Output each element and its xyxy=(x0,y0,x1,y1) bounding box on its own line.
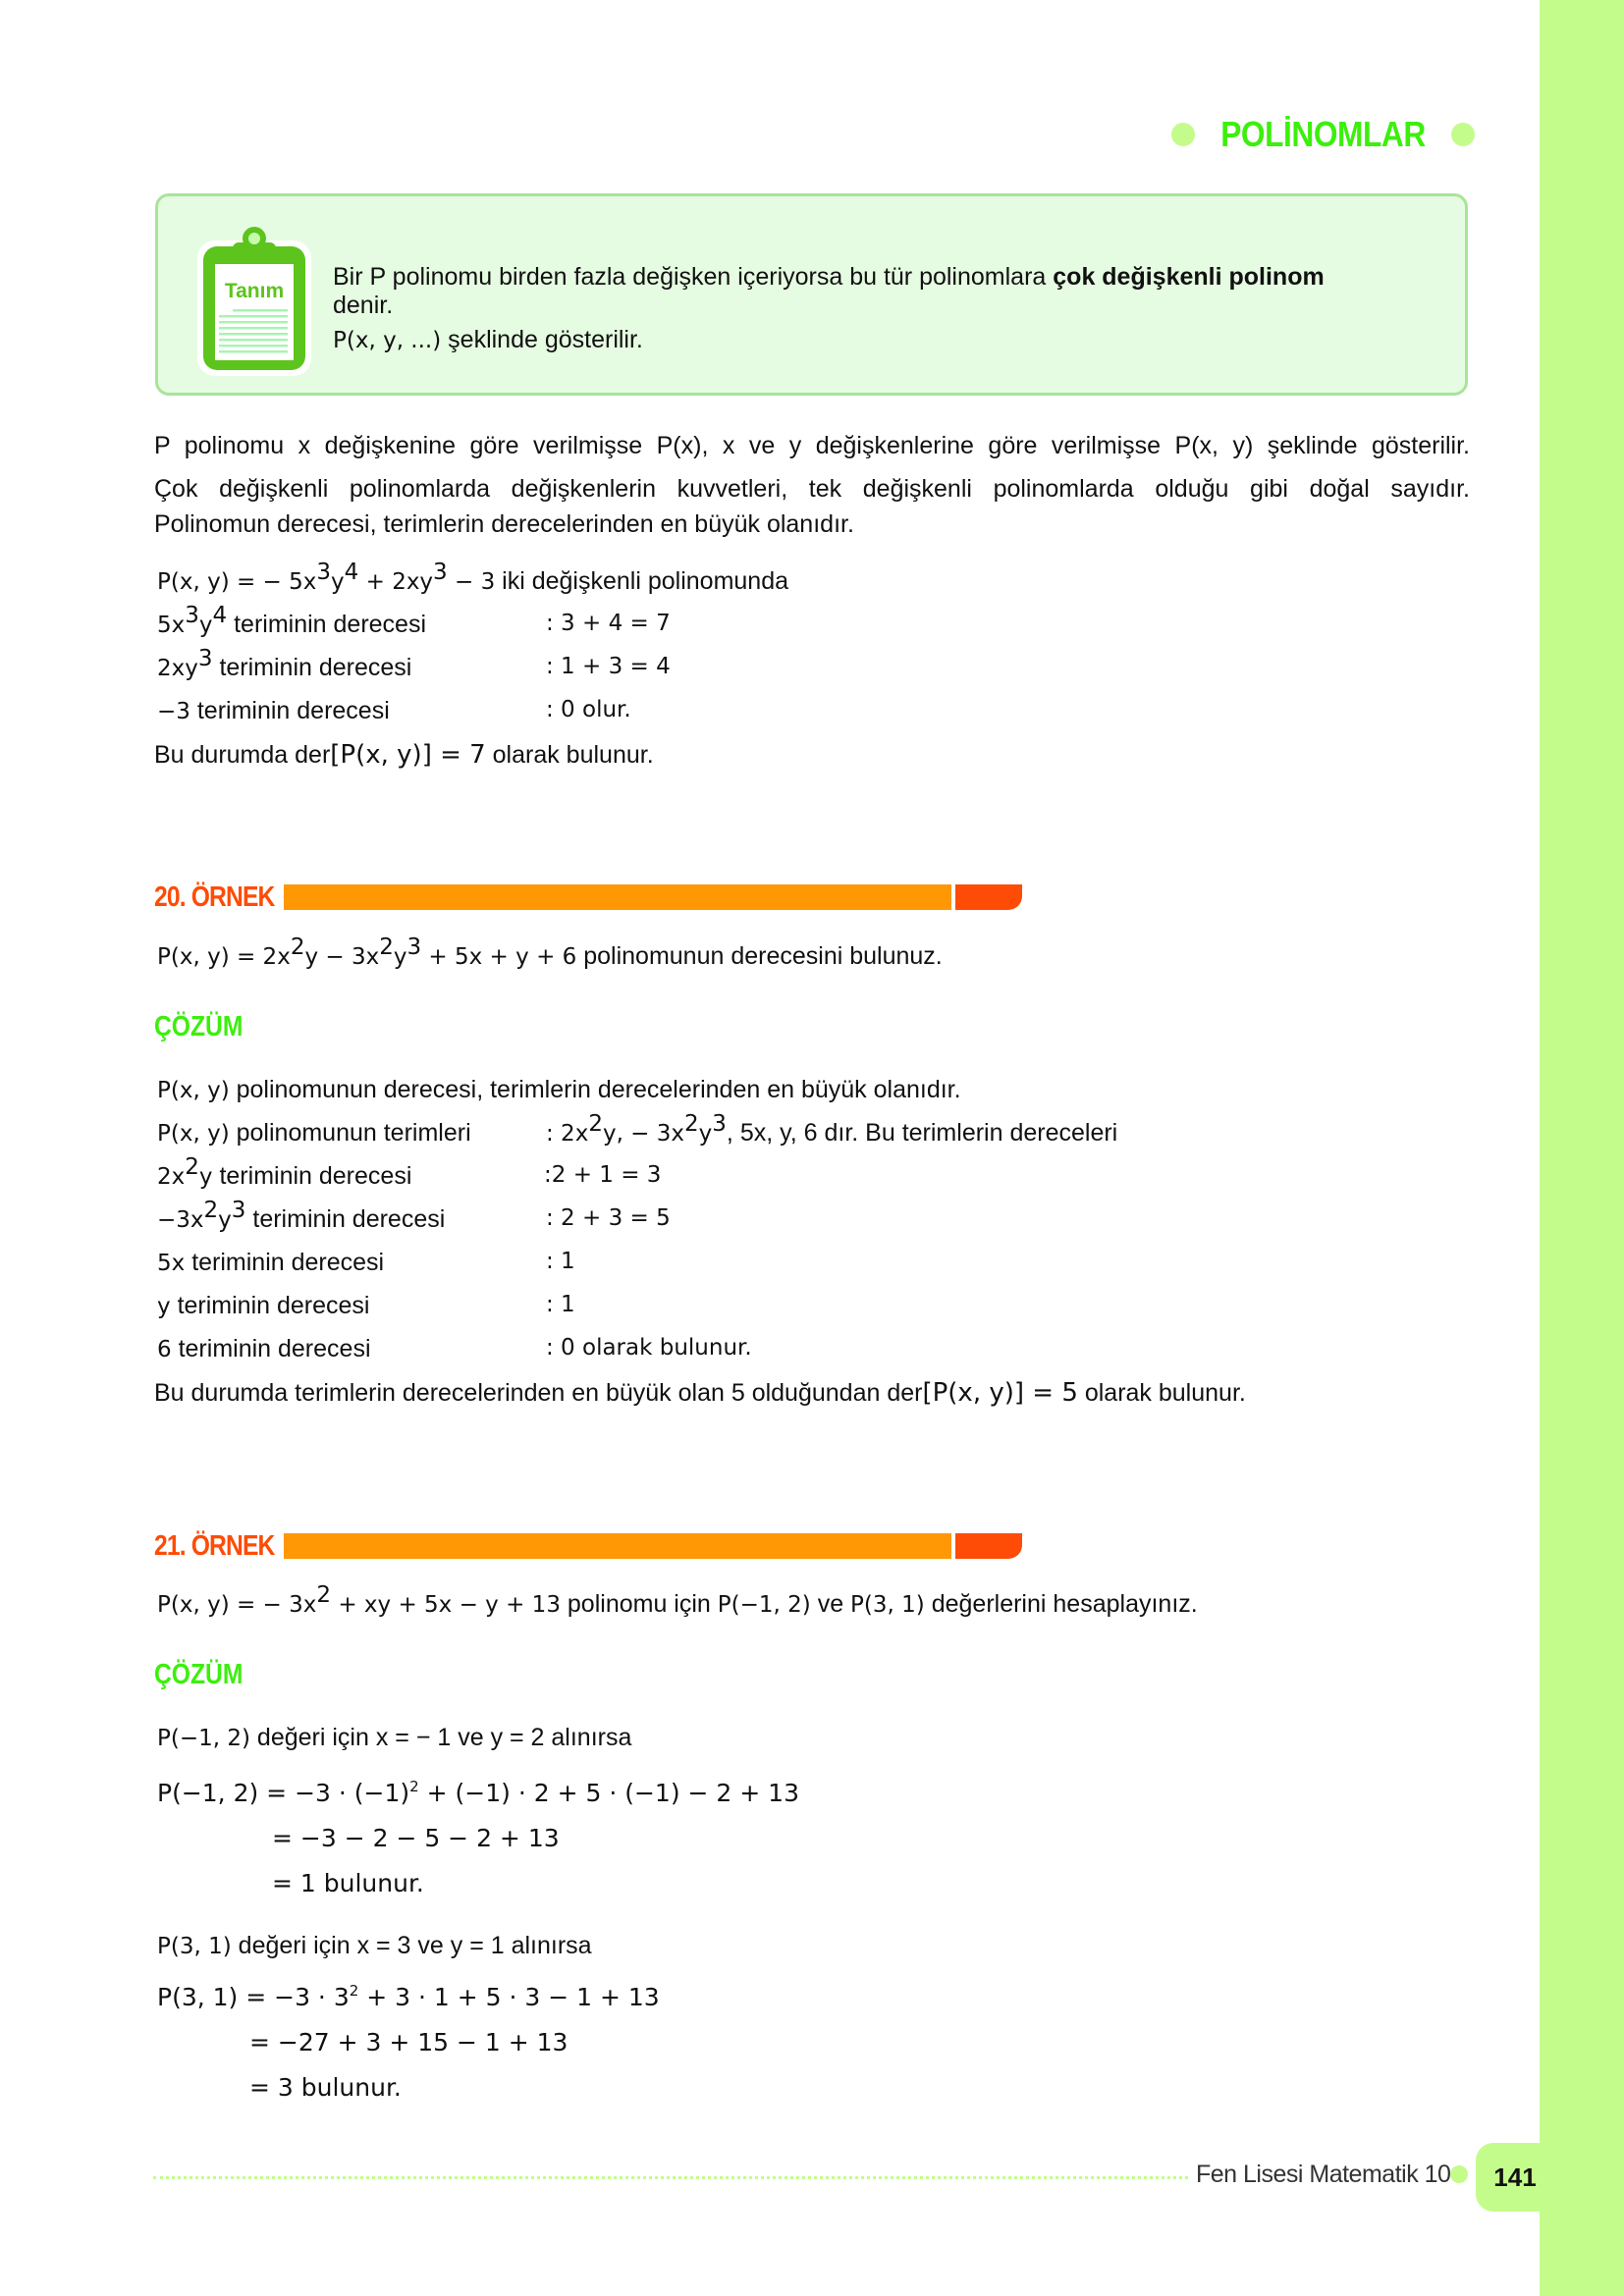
clipboard-icon xyxy=(195,219,313,378)
definition-box xyxy=(155,193,1468,396)
q-math: P(x, y) = − 3x xyxy=(157,1592,317,1618)
example-20-line xyxy=(157,1076,961,1104)
svg-text:Tanım: Tanım xyxy=(224,280,285,302)
conclusion-text: Bu durumda terimlerin derecelerinden en büyük olan 5 olduğundan der xyxy=(154,1379,923,1407)
row-term: 6 xyxy=(157,1337,172,1362)
line-math: P(x, y) xyxy=(157,1121,230,1147)
example-20-label: 20. ÖRNEK xyxy=(154,881,275,913)
row-value: : 2 + 3 = 5 xyxy=(546,1205,671,1231)
row-label: teriminin derecesi xyxy=(185,1249,385,1276)
header-bar-end xyxy=(955,884,1022,910)
chapter-header xyxy=(1171,114,1475,155)
intro-paragraph-1: P polinomu x değişkenine göre verilmişse P(x), x ve y değişkenlerine göre verilmişse P(x, y) şeklinde gösterilir. xyxy=(154,432,1470,459)
question-text: polinomunun derecesini bulunuz. xyxy=(576,942,943,970)
example-20-degree-row: $-3x^2y^3$ teriminin derecesi : 2 + 3 = 5 xyxy=(157,1198,671,1233)
row-label: teriminin derecesi xyxy=(227,611,427,638)
intro-polynomial: P(x, y) = − $5x^3y^4 + 2xy^3 - 3$ iki değişkenli polinomunda xyxy=(157,560,789,595)
eq-rhs: + (−1) · 2 + 5 · (−1) − 2 + 13 xyxy=(418,1779,799,1807)
example-20-question: P(x, $y) = 2x^2y - 3x^2y^3 + 5x + y + 6$ polinomunun derecesini bulunuz. xyxy=(157,934,943,970)
example-21-header xyxy=(154,1531,1022,1561)
example-20-header xyxy=(154,882,1022,912)
definition-term: çok değişkenli polinom xyxy=(1053,263,1325,291)
footer-dotted-line xyxy=(153,2176,1188,2179)
intro-math: P(−1, 2) xyxy=(157,1726,250,1751)
example-20-solution-label: ÇÖZÜM xyxy=(154,1011,244,1042)
q-text: değerlerini hesaplayınız. xyxy=(924,1590,1198,1618)
conclusion-math: [P(x, y)] = 5 xyxy=(922,1378,1078,1408)
row-label: teriminin derecesi xyxy=(212,1162,412,1190)
line-math: P(x, y) xyxy=(157,1078,230,1103)
row-term: y xyxy=(157,1294,171,1319)
row-label: teriminin derecesi xyxy=(189,697,390,724)
row-value: : 3 + 4 = 7 xyxy=(546,611,671,636)
row-value: : 0 olur. xyxy=(546,697,631,722)
conclusion-math: [P(x, y)] = 7 xyxy=(330,740,486,770)
book-title: Fen Lisesi Matematik 10 xyxy=(1196,2161,1451,2188)
row-value: : 1 xyxy=(546,1292,575,1317)
part2-eq2: = −27 + 3 + 15 − 1 + 13 xyxy=(249,2028,568,2056)
chapter-title: POLİNOMLAR xyxy=(1220,114,1426,154)
conclusion-suffix: olarak bulunur. xyxy=(485,741,654,769)
example-20-conclusion xyxy=(154,1378,1246,1408)
conclusion-suffix: olarak bulunur. xyxy=(1077,1379,1246,1407)
q-math-rest: + xy + 5x − y + 13 xyxy=(331,1592,561,1618)
part2-eq3: = 3 bulunur. xyxy=(249,2073,402,2102)
terms-suffix: , 5x, y, 6 dır. Bu terimlerin dereceleri xyxy=(726,1119,1118,1147)
row-value: : 1 xyxy=(546,1249,575,1274)
eq-lhs: P(3, 1) = −3 · 3 xyxy=(157,1983,350,2011)
definition-continuation: denir. xyxy=(333,292,394,319)
intro-conclusion xyxy=(154,740,654,770)
eq-rhs: + 3 · 1 + 5 · 3 − 1 + 13 xyxy=(358,1983,660,2011)
part2-intro xyxy=(157,1932,592,1960)
example-20-degree-row xyxy=(157,1292,575,1320)
row-label: teriminin derecesi xyxy=(170,1292,370,1319)
bullet-dot-icon xyxy=(1451,123,1475,146)
example-21-label: 21. ÖRNEK xyxy=(154,1529,275,1562)
part1-eq3: = 1 bulunur. xyxy=(272,1869,424,1897)
page-number: 141 xyxy=(1476,2143,1554,2212)
bullet-dot-icon xyxy=(1450,2165,1468,2183)
intro-degree-row: $5x^3y^4$ teriminin derecesi : 3 + 4 = 7 xyxy=(157,603,671,638)
intro-paragraph-2-line-1: Çok değişkenli polinomlarda değişkenlerin kuvvetleri, tek değişkenli polinomlarda olduğu gibi doğal sayıdır. xyxy=(154,475,1470,503)
example-21-solution-label: ÇÖZÜM xyxy=(154,1659,244,1690)
conclusion-text: Bu durumda der xyxy=(154,741,331,769)
part2-eq1: P(3, $1) = -3 \cdot 3^2 + 3 \cdot 1 + 5 \cdot 3 - 1 + 13$ xyxy=(157,1982,660,2011)
side-strip xyxy=(1540,0,1624,2296)
bullet-dot-icon xyxy=(1171,123,1195,146)
poly-math: P(x, y) = − 5x xyxy=(157,569,317,595)
row-label: teriminin derecesi xyxy=(245,1205,446,1233)
intro-text: değeri için x = 3 ve y = 1 alınırsa xyxy=(231,1932,592,1959)
line-text: polinomunun derecesi, terimlerin derecelerinden en büyük olanıdır. xyxy=(229,1076,961,1103)
part1-eq1: P(−1, $2) = -3 \cdot (-1)^2 + (-1) \cdot 2 + 5 \cdot (-1) - 2 + 13$ xyxy=(157,1778,799,1807)
notation-math: P(x, y, ...) xyxy=(333,328,442,353)
intro-text: değeri için x = − 1 ve y = 2 alınırsa xyxy=(249,1724,632,1751)
row-term: −3 xyxy=(157,699,190,724)
poly-description: iki değişkenli polinomunda xyxy=(495,567,789,595)
header-bar-end xyxy=(955,1533,1022,1559)
part1-intro xyxy=(157,1724,631,1752)
example-20-degree-row: $2x^2y$ teriminin derecesi :2 + 1 = 3 xyxy=(157,1154,662,1190)
header-bar xyxy=(284,884,951,910)
q-text: polinomu için xyxy=(560,1590,718,1618)
definition-sentence: Bir P polinomu birden fazla değişken içeriyorsa bu tür polinomlara xyxy=(333,263,1054,291)
q-point-1: P(−1, 2) xyxy=(717,1592,811,1618)
header-bar xyxy=(284,1533,951,1559)
row-label: teriminin derecesi xyxy=(212,654,412,681)
example-21-question: P(x, y) = − $3x^2$ + xy + 5x − y + 13 polinomu için P(−1, 2) ve P(3, 1) değerlerini hesaplayınız. xyxy=(157,1582,1198,1618)
intro-paragraph-2-line-2: Polinomun derecesi, terimlerin derecelerinden en büyük olanıdır. xyxy=(154,510,854,538)
intro-degree-row: $2xy^3$ teriminin derecesi : 1 + 3 = 4 xyxy=(157,646,671,681)
q-point-2: P(3, 1) xyxy=(850,1592,925,1618)
row-value: :2 + 1 = 3 xyxy=(544,1162,662,1188)
example-20-degree-row xyxy=(157,1249,575,1277)
row-value: : 1 + 3 = 4 xyxy=(546,654,671,679)
eq-lhs: P(−1, 2) = −3 · (−1) xyxy=(157,1779,410,1807)
notation-text: şeklinde gösterilir. xyxy=(441,326,643,353)
example-20-degree-row xyxy=(157,1335,752,1363)
definition-text xyxy=(333,263,1442,355)
q-text: ve xyxy=(810,1590,851,1618)
terms-list: : $2x^2y$, − $3x^2y^3$, 5x, y, 6 dır. Bu terimlerin dereceleri xyxy=(546,1111,1118,1147)
intro-math: P(3, 1) xyxy=(157,1934,232,1959)
row-value: : 0 olarak bulunur. xyxy=(546,1335,752,1361)
row-label: teriminin derecesi xyxy=(171,1335,371,1362)
line-text: polinomunun terimleri xyxy=(229,1119,471,1147)
intro-degree-row xyxy=(157,697,631,725)
row-term: 5x xyxy=(157,1251,186,1276)
part1-eq2: = −3 − 2 − 5 − 2 + 13 xyxy=(272,1824,560,1852)
example-20-line xyxy=(157,1111,1118,1148)
